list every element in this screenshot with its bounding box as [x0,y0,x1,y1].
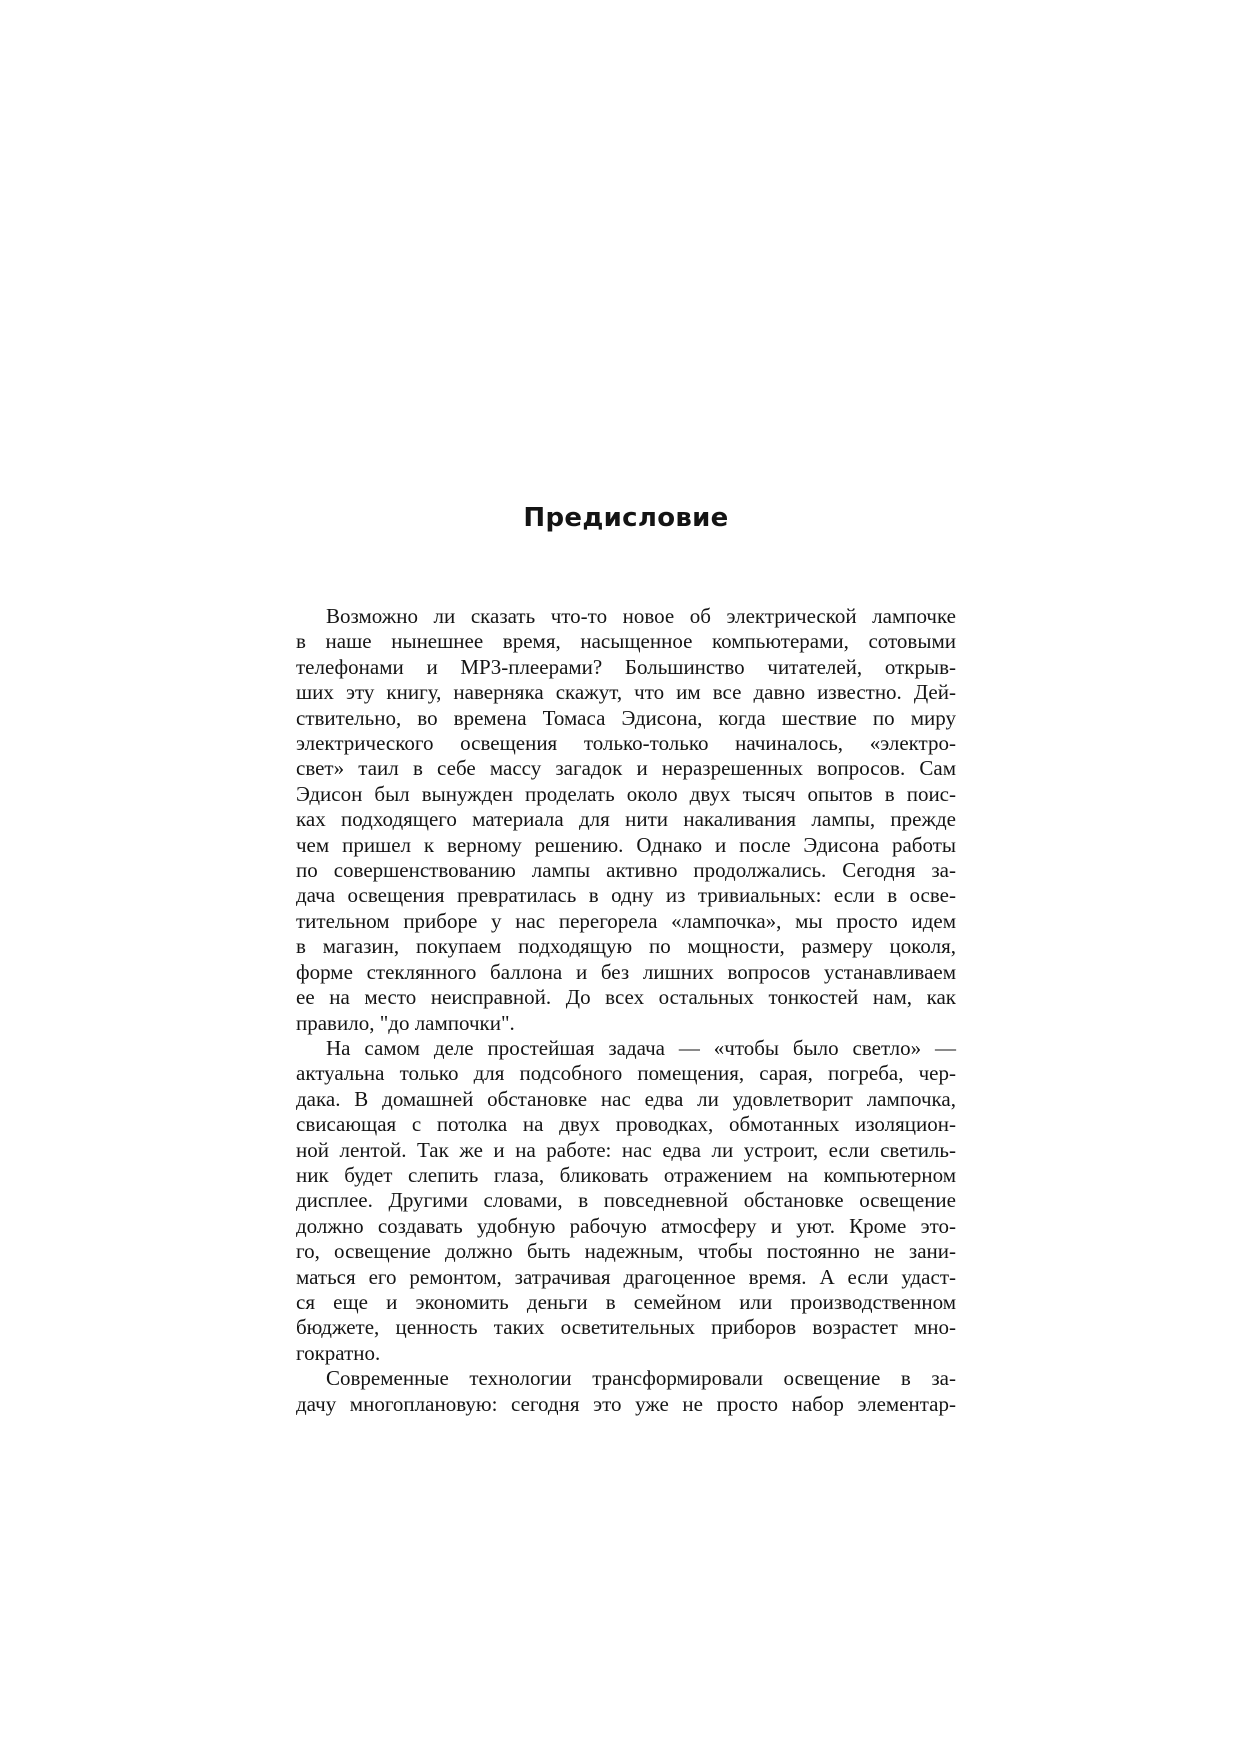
text-line: ник будет слепить глаза, бликовать отражением на компьютерном [296,1162,956,1187]
text-line: ствительно, во времена Томаса Эдисона, когда шествие по миру [296,705,956,730]
text-line: ее на место неисправной. До всех остальных тонкостей нам, как [296,985,956,1010]
body-text [296,604,956,1417]
text-line: ся еще и экономить деньги в семейном или производственном [296,1289,956,1314]
paragraph-2 [296,1036,956,1366]
text-line: правило, "до лампочки". [296,1010,515,1035]
text-line: гократно. [296,1340,381,1365]
text-line: дисплее. Другими словами, в повседневной обстановке освещение [296,1188,956,1213]
text-line: тительном приборе у нас перегорела «лампочка», мы просто идем [296,908,956,933]
paragraph-1 [296,604,956,1036]
text-line: актуальна только для подсобного помещения, сарая, погреба, чер- [296,1061,956,1086]
text-line: Современные технологии трансформировали освещение в за- [326,1366,956,1391]
text-line: го, освещение должно быть надежным, чтобы постоянно не зани- [296,1239,956,1264]
text-line: телефонами и MP3-плеерами? Большинство читателей, открыв- [296,654,956,679]
text-line: На самом деле простейшая задача — «чтобы было светло» — [326,1035,956,1060]
text-line: ших эту книгу, наверняка скажут, что им все давно известно. Дей- [296,680,956,705]
text-line: Эдисон был вынужден проделать около двух тысяч опытов в поис- [296,781,956,806]
text-line: должно создавать удобную рабочую атмосферу и уют. Кроме это- [296,1213,956,1238]
text-line: ках подходящего материала для нити накаливания лампы, прежде [296,807,956,832]
text-line: свисающая с потолка на двух проводках, обмотанных изоляцион- [296,1112,956,1137]
text-line: по совершенствованию лампы активно продолжались. Сегодня за- [296,858,956,883]
paragraph-3 [296,1366,956,1417]
page-title: Предисловие [523,503,729,533]
text-line: дачу многоплановую: сегодня это уже не просто набор элементар- [296,1391,956,1416]
text-line: чем пришел к верному решению. Однако и после Эдисона работы [296,832,956,857]
text-line: дача освещения превратилась в одну из тривиальных: если в осве- [296,883,956,908]
text-line: ной лентой. Так же и на работе: нас едва ли устроит, если светиль- [296,1137,956,1162]
text-line: дака. В домашней обстановке нас едва ли удовлетворит лампочка, [296,1086,956,1111]
text-line: Возможно ли сказать что-то новое об электрической лампочке [326,604,956,628]
text-line: в магазин, покупаем подходящую по мощности, размеру цоколя, [296,934,956,959]
text-line: электрического освещения только-только начиналось, «электро- [296,731,956,756]
text-line: в наше нынешнее время, насыщенное компьютерами, сотовыми [296,629,956,654]
text-line: бюджете, ценность таких осветительных приборов возрастет мно- [296,1315,956,1340]
text-line: форме стеклянного баллона и без лишних вопросов устанавливаем [296,959,956,984]
text-line: маться его ремонтом, затрачивая драгоценное время. А если удаст- [296,1264,956,1289]
text-line: свет» таил в себе массу загадок и неразрешенных вопросов. Сам [296,756,956,781]
